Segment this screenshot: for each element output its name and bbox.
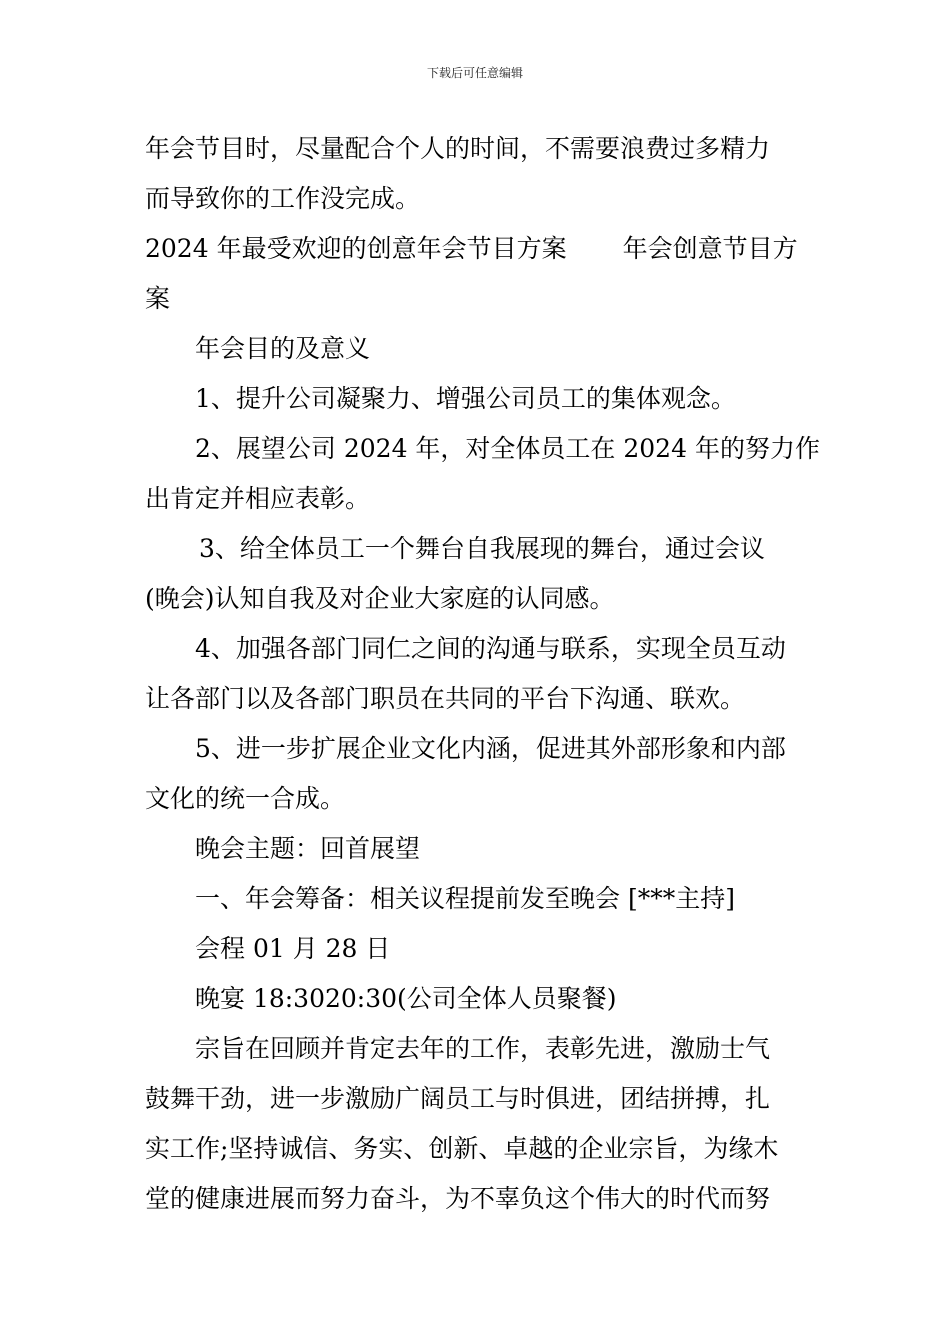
section-heading: 年会目的及意义 bbox=[195, 334, 371, 363]
title-main: 2024 年最受欢迎的创意年会节目方案 bbox=[145, 234, 567, 263]
paragraph-line: 年会节目时，尽量配合个人的时间，不需要浪费过多精力 bbox=[145, 134, 771, 163]
list-item-continued: (晚会)认知自我及对企业大家庭的认同感。 bbox=[145, 584, 615, 613]
purpose-paragraph-line: 宗旨在回顾并肯定去年的工作，表彰先进，激励士气 bbox=[195, 1034, 771, 1063]
preparation-line: 一、年会筹备：相关议程提前发至晚会 [***主持] bbox=[195, 884, 735, 913]
purpose-paragraph-line: 鼓舞干劲，进一步激励广阔员工与时俱进，团结拼搏，扎 bbox=[145, 1084, 771, 1113]
list-item-continued: 文化的统一合成。 bbox=[145, 784, 346, 813]
list-item: 4、加强各部门同仁之间的沟通与联系，实现全员互动 bbox=[195, 634, 786, 663]
title-line bbox=[145, 224, 807, 274]
page-header-note: 下载后可任意编辑 bbox=[426, 66, 523, 80]
purpose-paragraph-line: 实工作;坚持诚信、务实、创新、卓越的企业宗旨，为缘木 bbox=[145, 1134, 779, 1163]
paragraph-line: 而导致你的工作没完成。 bbox=[145, 184, 421, 213]
list-item-continued: 让各部门以及各部门职员在共同的平台下沟通、联欢。 bbox=[145, 684, 746, 713]
banquet-line: 晚宴 18:3020:30(公司全体人员聚餐) bbox=[195, 984, 617, 1013]
purpose-paragraph-line: 堂的健康进展而努力奋斗，为不辜负这个伟大的时代而努 bbox=[145, 1184, 771, 1213]
schedule-date-line: 会程 01 月 28 日 bbox=[195, 934, 391, 963]
list-item: 2、展望公司 2024 年，对全体员工在 2024 年的努力作 bbox=[195, 434, 820, 463]
list-item: 5、进一步扩展企业文化内涵，促进其外部形象和内部 bbox=[195, 734, 786, 763]
list-item: 3、给全体员工一个舞台自我展现的舞台，通过会议 bbox=[199, 534, 765, 563]
title-secondary: 年会创意节目方 bbox=[622, 234, 798, 263]
title-line-continued: 案 bbox=[145, 284, 171, 313]
document-body bbox=[145, 124, 820, 1224]
list-item: 1、提升公司凝聚力、增强公司员工的集体观念。 bbox=[195, 384, 736, 413]
list-item-continued: 出肯定并相应表彰。 bbox=[145, 484, 371, 513]
theme-line: 晚会主题：回首展望 bbox=[195, 834, 421, 863]
